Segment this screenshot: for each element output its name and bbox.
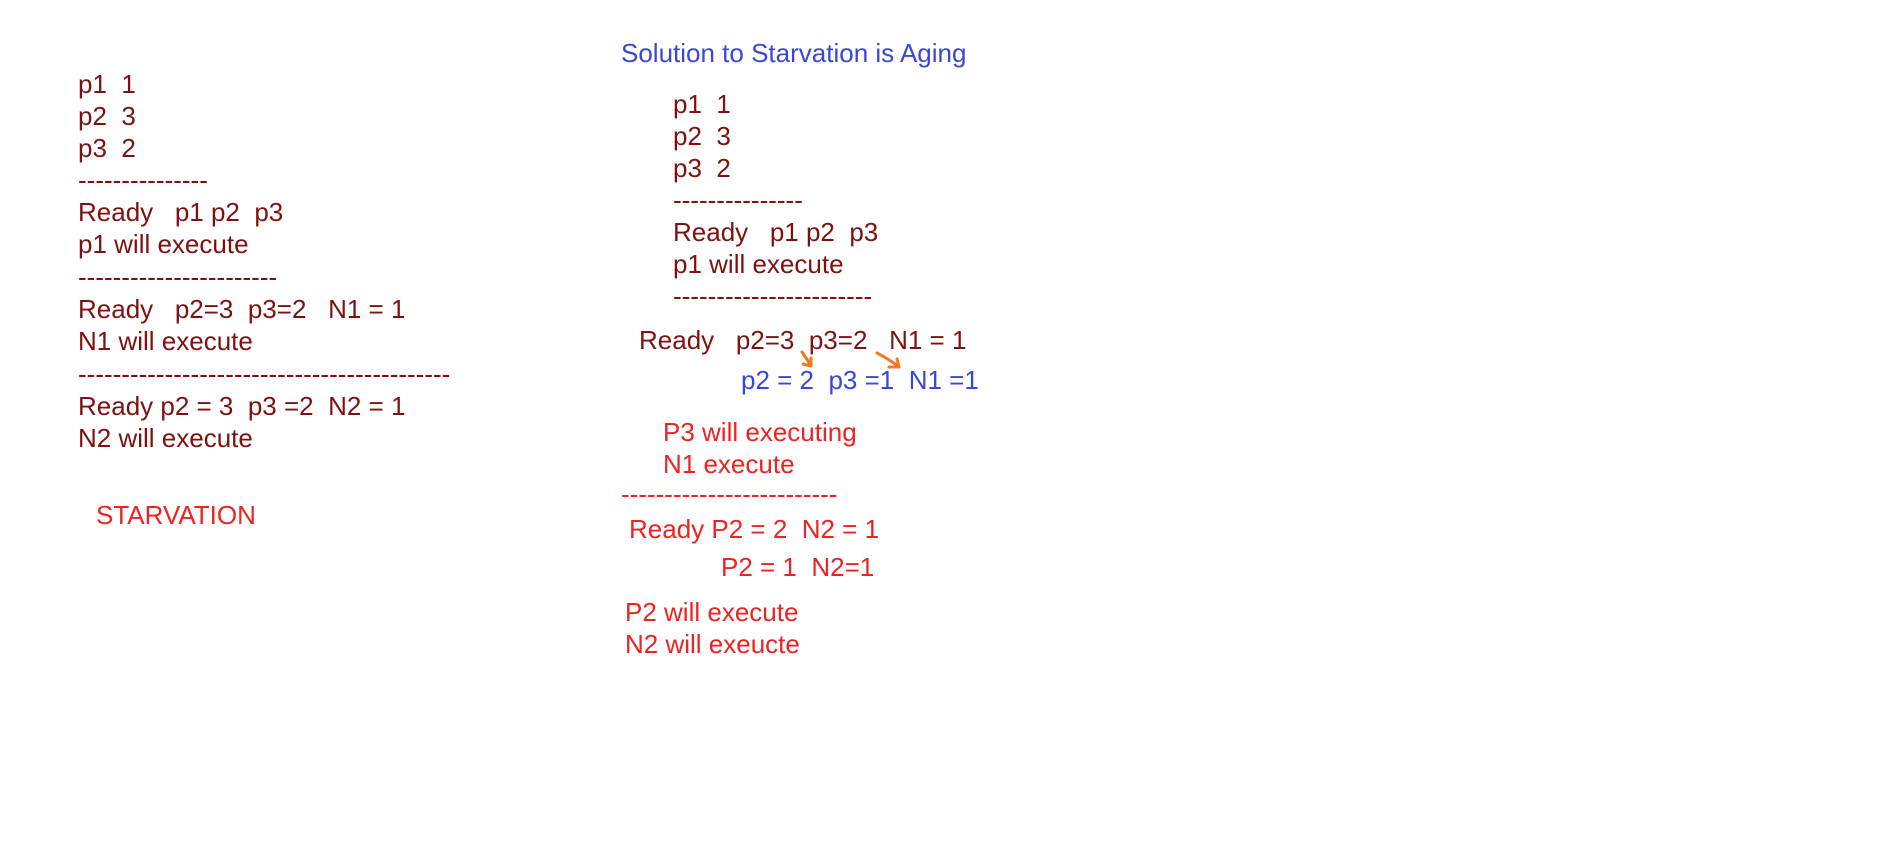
result-line-2: N1 execute xyxy=(663,449,795,479)
right-divider-2: ----------------------- xyxy=(673,281,873,311)
aged-priority-line-2: P2 = 1 N2=1 xyxy=(721,552,875,582)
right-ready-line-1: Ready p1 p2 p3 xyxy=(673,217,879,247)
result-line-4: N2 will exeucte xyxy=(625,629,800,659)
left-line-2: p2 3 xyxy=(78,101,136,131)
right-ready-line-3: Ready P2 = 2 N2 = 1 xyxy=(629,514,880,544)
right-line-3: p3 2 xyxy=(673,153,731,183)
left-ready-line-2: Ready p2=3 p3=2 N1 = 1 xyxy=(78,294,406,324)
left-ready-line-1: Ready p1 p2 p3 xyxy=(78,197,284,227)
right-exec-line-1: p1 will execute xyxy=(673,249,844,279)
left-ready-line-3: Ready p2 = 3 p3 =2 N2 = 1 xyxy=(78,391,406,421)
right-ready-line-2: Ready p2=3 p3=2 N1 = 1 xyxy=(639,325,967,355)
aging-title: Solution to Starvation is Aging xyxy=(621,38,967,68)
left-exec-line-2: N1 will execute xyxy=(78,326,253,356)
left-divider-3: ------------------------------------------- xyxy=(78,359,451,389)
right-line-2: p2 3 xyxy=(673,121,731,151)
left-divider-2: ----------------------- xyxy=(78,262,278,292)
right-divider-3: ------------------------- xyxy=(621,479,838,509)
left-line-1: p1 1 xyxy=(78,69,136,99)
aged-priority-line: p2 = 2 p3 =1 N1 =1 xyxy=(741,365,979,395)
result-line-3: P2 will execute xyxy=(625,597,799,627)
left-exec-line-1: p1 will execute xyxy=(78,229,249,259)
left-line-3: p3 2 xyxy=(78,133,136,163)
left-divider-1: --------------- xyxy=(78,165,208,195)
starvation-label: STARVATION xyxy=(96,500,256,530)
right-divider-1: --------------- xyxy=(673,185,803,215)
left-exec-line-3: N2 will execute xyxy=(78,423,253,453)
result-line-1: P3 will executing xyxy=(663,417,857,447)
right-line-1: p1 1 xyxy=(673,89,731,119)
